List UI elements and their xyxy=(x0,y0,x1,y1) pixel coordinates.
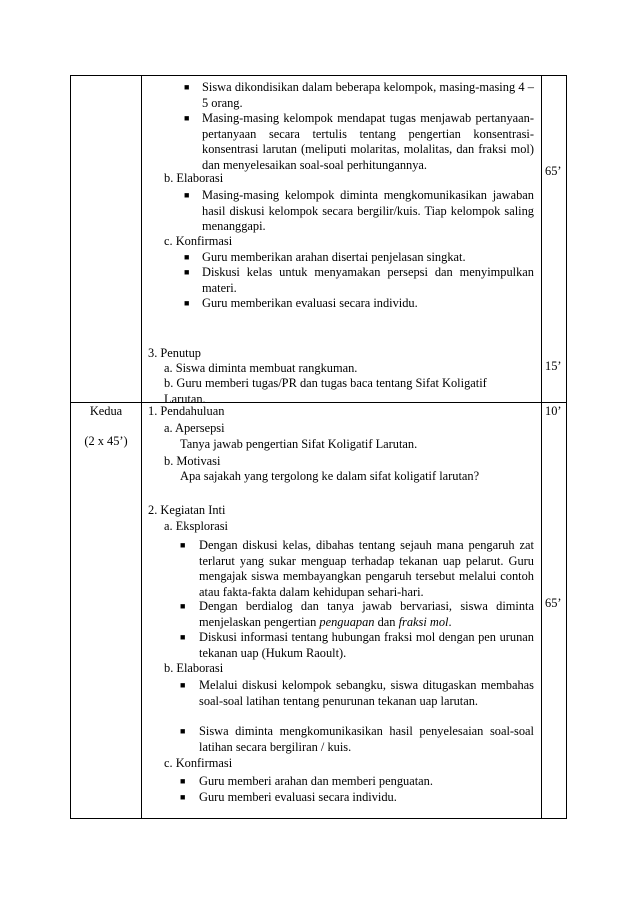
pendahuluan-time: 10’ xyxy=(545,404,562,418)
inti-cont-bullet-2: Masing-masing kelompok mendapat tugas menjawab pertanyaan-pertanyaan secara tertulis tentang pengertian konsentrasi-konsentrasi larutan (meliputi molaritas, molalitas, dan fraksi mol) dan menyelesaikan soal-soal perhitungannya. xyxy=(202,111,534,172)
bullet-icon xyxy=(184,250,189,265)
col-border-right xyxy=(566,75,567,819)
eksplorasi-bullet-1: Dengan diskusi kelas, dibahas tentang sejauh mana pengaruh zat terlarut yang sukar menguap terhadap tekanan uap pelarut. Guru mengajak siswa membayangkan pengaruh tersebut melalui contoh atau fakta-fakta dalam kehidupan sehari-hari. xyxy=(199,538,534,599)
inti-cont-time: 65’ xyxy=(545,164,562,178)
bullet-icon xyxy=(184,80,189,95)
konfirmasi-bullet-1: Guru memberikan arahan disertai penjelasan singkat. xyxy=(202,250,466,264)
bullet-icon xyxy=(184,188,189,203)
bullet-icon xyxy=(180,774,185,789)
bullet-icon xyxy=(184,296,189,311)
elaborasi-label-2: b. Elaborasi xyxy=(164,661,224,675)
bullet-icon xyxy=(180,630,185,645)
apersepsi-text: Tanya jawab pengertian Sifat Koligatif Larutan. xyxy=(180,437,418,451)
meeting-duration: (2 x 45’) xyxy=(84,434,128,448)
inti-cont-bullet-1: Siswa dikondisikan dalam beberapa kelompok, masing-masing 4 – 5 orang. xyxy=(202,80,534,110)
col-border-left xyxy=(70,75,71,819)
bullet-icon xyxy=(180,538,185,553)
elaborasi-bullet-2-2: Siswa diminta mengkomunikasikan hasil penyelesaian soal-soal latihan secara bergiliran / kuis. xyxy=(199,724,534,754)
col-border-1 xyxy=(141,75,142,819)
kegiatan-inti-label: 2. Kegiatan Inti xyxy=(148,503,226,517)
penutup-label: 3. Penutup xyxy=(148,346,202,360)
motivasi-label: b. Motivasi xyxy=(164,454,221,468)
bullet-icon xyxy=(184,265,189,280)
penutup-time: 15’ xyxy=(545,359,562,373)
konfirmasi-bullet-2-1: Guru memberi arahan dan memberi penguatan. xyxy=(199,774,433,788)
table-bottom-border xyxy=(70,818,567,819)
elaborasi-label: b. Elaborasi xyxy=(164,171,224,185)
kegiatan-inti-time: 65’ xyxy=(545,596,562,610)
bullet-icon xyxy=(180,724,185,739)
eksplorasi-bullet-2: Dengan berdialog dan tanya jawab bervariasi, siswa diminta menjelaskan pengertian penguapan dan fraksi mol. xyxy=(199,599,534,629)
col-border-2 xyxy=(541,75,542,819)
bullet-icon xyxy=(184,111,189,126)
bullet-icon xyxy=(180,599,185,614)
konfirmasi-bullet-3: Guru memberikan evaluasi secara individu. xyxy=(202,296,418,310)
elaborasi-bullet-2-1: Melalui diskusi kelompok sebangku, siswa ditugaskan membahas soal-soal latihan tentang penurunan tekanan uap larutan. xyxy=(199,678,534,708)
term-fraksi-mol: fraksi mol xyxy=(398,614,449,629)
table-top-border xyxy=(70,75,567,76)
konfirmasi-bullet-2: Diskusi kelas untuk menyamakan persepsi dan menyimpulkan materi. xyxy=(202,265,534,295)
elaborasi-bullet: Masing-masing kelompok diminta mengkomunikasikan jawaban hasil diskusi kelompok secara bergilir/kuis. Tiap kelompok saling menanggapi. xyxy=(202,188,534,234)
penutup-item-a: a. Siswa diminta membuat rangkuman. xyxy=(164,361,358,375)
pendahuluan-label: 1. Pendahuluan xyxy=(148,404,225,418)
eksplorasi-label: a. Eksplorasi xyxy=(164,519,229,533)
konfirmasi-label: c. Konfirmasi xyxy=(164,234,233,248)
bullet-icon xyxy=(180,790,185,805)
konfirmasi-label-2: c. Konfirmasi xyxy=(164,756,233,770)
apersepsi-label: a. Apersepsi xyxy=(164,421,225,435)
motivasi-text: Apa sajakah yang tergolong ke dalam sifat koligatif larutan? xyxy=(180,469,480,483)
eksplorasi-bullet-3: Diskusi informasi tentang hubungan fraksi mol dengan pen urunan tekanan uap (Hukum Raoult). xyxy=(199,630,534,660)
konfirmasi-bullet-2-2: Guru memberi evaluasi secara individu. xyxy=(199,790,397,804)
meeting-label: Kedua xyxy=(89,404,123,418)
penutup-item-b: b. Guru memberi tugas/PR dan tugas baca tentang Sifat Koligatif Larutan. xyxy=(164,376,487,406)
bullet-icon xyxy=(180,678,185,693)
term-penguapan: penguapan xyxy=(319,614,375,629)
